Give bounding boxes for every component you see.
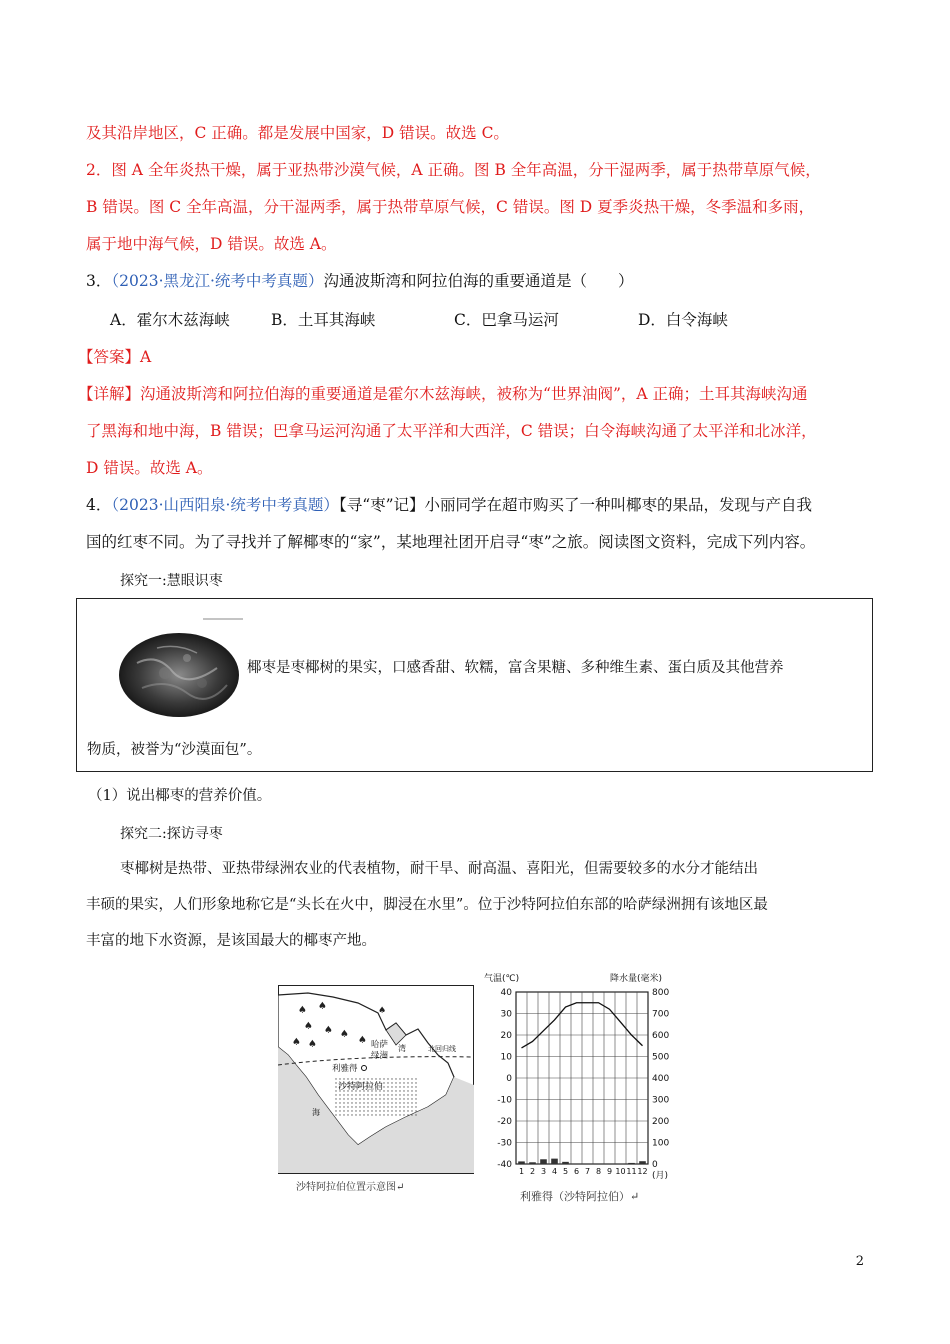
answer-tag: 【答案】 <box>78 348 141 366</box>
detail-text: 沟通波斯湾和阿拉伯海的重要通道是霍尔木兹海峡，被称为“世界油阀”，A 正确；土耳其海峡沟通 <box>140 385 808 403</box>
question-number: 3． <box>86 272 112 290</box>
month-tick-label: 10 <box>615 1167 626 1176</box>
temp-tick-label: -30 <box>497 1138 512 1149</box>
text-line: 了黑海和地中海，B 错误；巴拿马运河沟通了太平洋和大西洋，C 错误；白令海峡沟通了太平洋和北冰洋， <box>86 422 817 440</box>
temp-ticks <box>497 988 512 1170</box>
month-tick-label: 5 <box>562 1167 569 1176</box>
question-text: 【寻“枣”记】小丽同学在超市购买了一种叫椰枣的果品，发现与产自我 <box>338 496 813 514</box>
precip-bar <box>551 1159 558 1164</box>
temp-tick-label: 40 <box>500 988 512 998</box>
option-a: A．霍尔木兹海峡 <box>110 311 230 329</box>
month-tick-label: 3 <box>540 1167 547 1176</box>
question-source: （2023·山西阳泉·统考中考真题） <box>111 496 339 514</box>
text-line: D 错误。故选 A。 <box>86 459 213 477</box>
palm-icon: ♠ <box>298 1005 307 1016</box>
precip-tick-label: 500 <box>652 1052 670 1063</box>
option-c: C．巴拿马运河 <box>454 311 559 329</box>
precip-bar <box>562 1162 569 1164</box>
temp-tick-label: -10 <box>497 1095 512 1106</box>
climate-chart <box>478 970 690 1185</box>
month-tick-label: 12 <box>637 1167 648 1176</box>
month-tick-label: 7 <box>584 1167 591 1176</box>
precip-bar <box>518 1161 525 1164</box>
precip-tick-label: 400 <box>652 1074 670 1084</box>
temp-tick-label: 30 <box>500 1009 512 1020</box>
label-cancer: 北回归线 <box>428 1045 456 1053</box>
precip-tick-label: 300 <box>652 1095 670 1106</box>
option-d: D．白令海峡 <box>638 311 728 329</box>
answer-line <box>78 346 151 368</box>
precip-tick-label: 600 <box>652 1031 670 1041</box>
chart-caption: 利雅得（沙特阿拉伯）↵ <box>520 1190 640 1203</box>
palm-icon: ♠ <box>318 1001 327 1012</box>
label-oasis: 绿洲 <box>371 1051 389 1061</box>
palm-icon: ♠ <box>308 1039 317 1050</box>
temp-tick-label: 20 <box>500 1031 512 1041</box>
x-axis-label: (月) <box>652 1171 669 1181</box>
precip-tick-label: 100 <box>652 1138 670 1149</box>
page-number: 2 <box>855 1254 864 1269</box>
text-line: 2．图 A 全年炎热干燥，属于亚热带沙漠气候，A 正确。图 B 全年高温，分干湿两季，属于热带草原气候， <box>86 161 821 179</box>
text-line: 枣椰树是热带、亚热带绿洲农业的代表植物，耐干旱、耐高温、喜阳光，但需要较多的水分才能结出 <box>120 861 758 877</box>
precip-tick-label: 0 <box>652 1160 658 1170</box>
palm-icon: ♠ <box>292 1037 301 1048</box>
text-line: 国的红枣不同。为了寻找并了解椰枣的“家”，某地理社团开启寻“枣”之旅。阅读图文资料，完成下列内容。 <box>86 533 816 551</box>
text-line: 丰富的地下水资源，是该国最大的椰枣产地。 <box>86 933 376 949</box>
precip-bar <box>540 1159 547 1164</box>
month-ticks <box>519 1167 648 1176</box>
map-caption: 沙特阿拉伯位置示意图↵ <box>296 1182 405 1193</box>
precip-tick-label: 800 <box>652 988 670 998</box>
palm-icon: ♠ <box>340 1029 349 1040</box>
explore-2-heading: 探究二:探访寻枣 <box>120 826 223 842</box>
precip-bar <box>529 1162 536 1164</box>
palm-icon: ♠ <box>304 1021 313 1032</box>
question-source: （2023·黑龙江·统考中考真题） <box>111 272 324 290</box>
month-tick-label: 6 <box>573 1167 580 1176</box>
precip-axis-label: 降水量(毫米) <box>610 974 663 984</box>
label-sea: 海 <box>312 1108 320 1117</box>
explore-1-heading: 探究一:慧眼识枣 <box>120 573 223 589</box>
precip-bar <box>628 1163 635 1164</box>
label-saudi: 沙特阿拉伯 <box>338 1082 384 1092</box>
precip-tick-label: 200 <box>652 1117 670 1127</box>
detail-line <box>78 383 808 405</box>
palm-icon: ♠ <box>358 1035 367 1046</box>
detail-tag: 【详解】 <box>78 385 141 403</box>
question-number: 4． <box>86 496 112 514</box>
temp-axis-label: 气温(℃) <box>484 974 520 984</box>
box-text-line: 物质，被誉为“沙漠面包”。 <box>87 742 262 758</box>
text-line: 丰硕的果实，人们形象地称它是“头长在火中，脚浸在水里”。位于沙特阿拉伯东部的哈萨绿洲拥有该地区最 <box>86 897 768 913</box>
label-hasa: 哈萨 <box>371 1040 389 1050</box>
month-tick-label: 4 <box>551 1167 558 1176</box>
month-tick-label: 1 <box>518 1167 525 1176</box>
palm-icon: ♠ <box>378 1006 387 1016</box>
month-tick-label: 9 <box>606 1167 613 1176</box>
option-b: B．土耳其海峡 <box>271 311 376 329</box>
box-text-line: 椰枣是枣椰树的果实，口感香甜、软糯，富含果糖、多种维生素、蛋白质及其他营养 <box>247 660 784 676</box>
text-line: 属于地中海气候，D 错误。故选 A。 <box>86 235 337 253</box>
answer-value: A <box>140 348 152 366</box>
question-4 <box>86 494 812 516</box>
temp-tick-label: -20 <box>497 1117 512 1127</box>
text-line: 及其沿岸地区，C 正确。都是发展中国家，D 错误。故选 C。 <box>86 124 509 142</box>
temp-tick-label: 0 <box>506 1074 512 1084</box>
sub-question-1: （1）说出椰枣的营养价值。 <box>88 788 272 804</box>
month-tick-label: 11 <box>626 1167 637 1176</box>
chart-grid <box>516 992 648 1164</box>
month-tick-label: 2 <box>529 1167 536 1176</box>
text-line: B 错误。图 C 全年高温，分干湿两季，属于热带草原气候，C 错误。图 D 夏季炎热干燥，冬季温和多雨， <box>86 198 815 216</box>
palm-icon: ♠ <box>324 1025 333 1036</box>
info-box <box>76 598 873 772</box>
month-tick-label: 8 <box>595 1167 602 1176</box>
saudi-map <box>278 985 474 1175</box>
precip-bar <box>639 1161 646 1164</box>
precip-tick-label: 700 <box>652 1009 670 1020</box>
label-riyadh: 利雅得 <box>332 1064 358 1074</box>
question-text: 沟通波斯湾和阿拉伯海的重要通道是（ ） <box>323 272 634 290</box>
precip-ticks <box>652 988 669 1170</box>
temp-tick-label: -40 <box>497 1160 512 1170</box>
temp-tick-label: 10 <box>500 1052 512 1063</box>
label-bay: 湾 <box>398 1044 406 1053</box>
question-3 <box>86 270 633 292</box>
date-fruit-image <box>117 613 245 723</box>
